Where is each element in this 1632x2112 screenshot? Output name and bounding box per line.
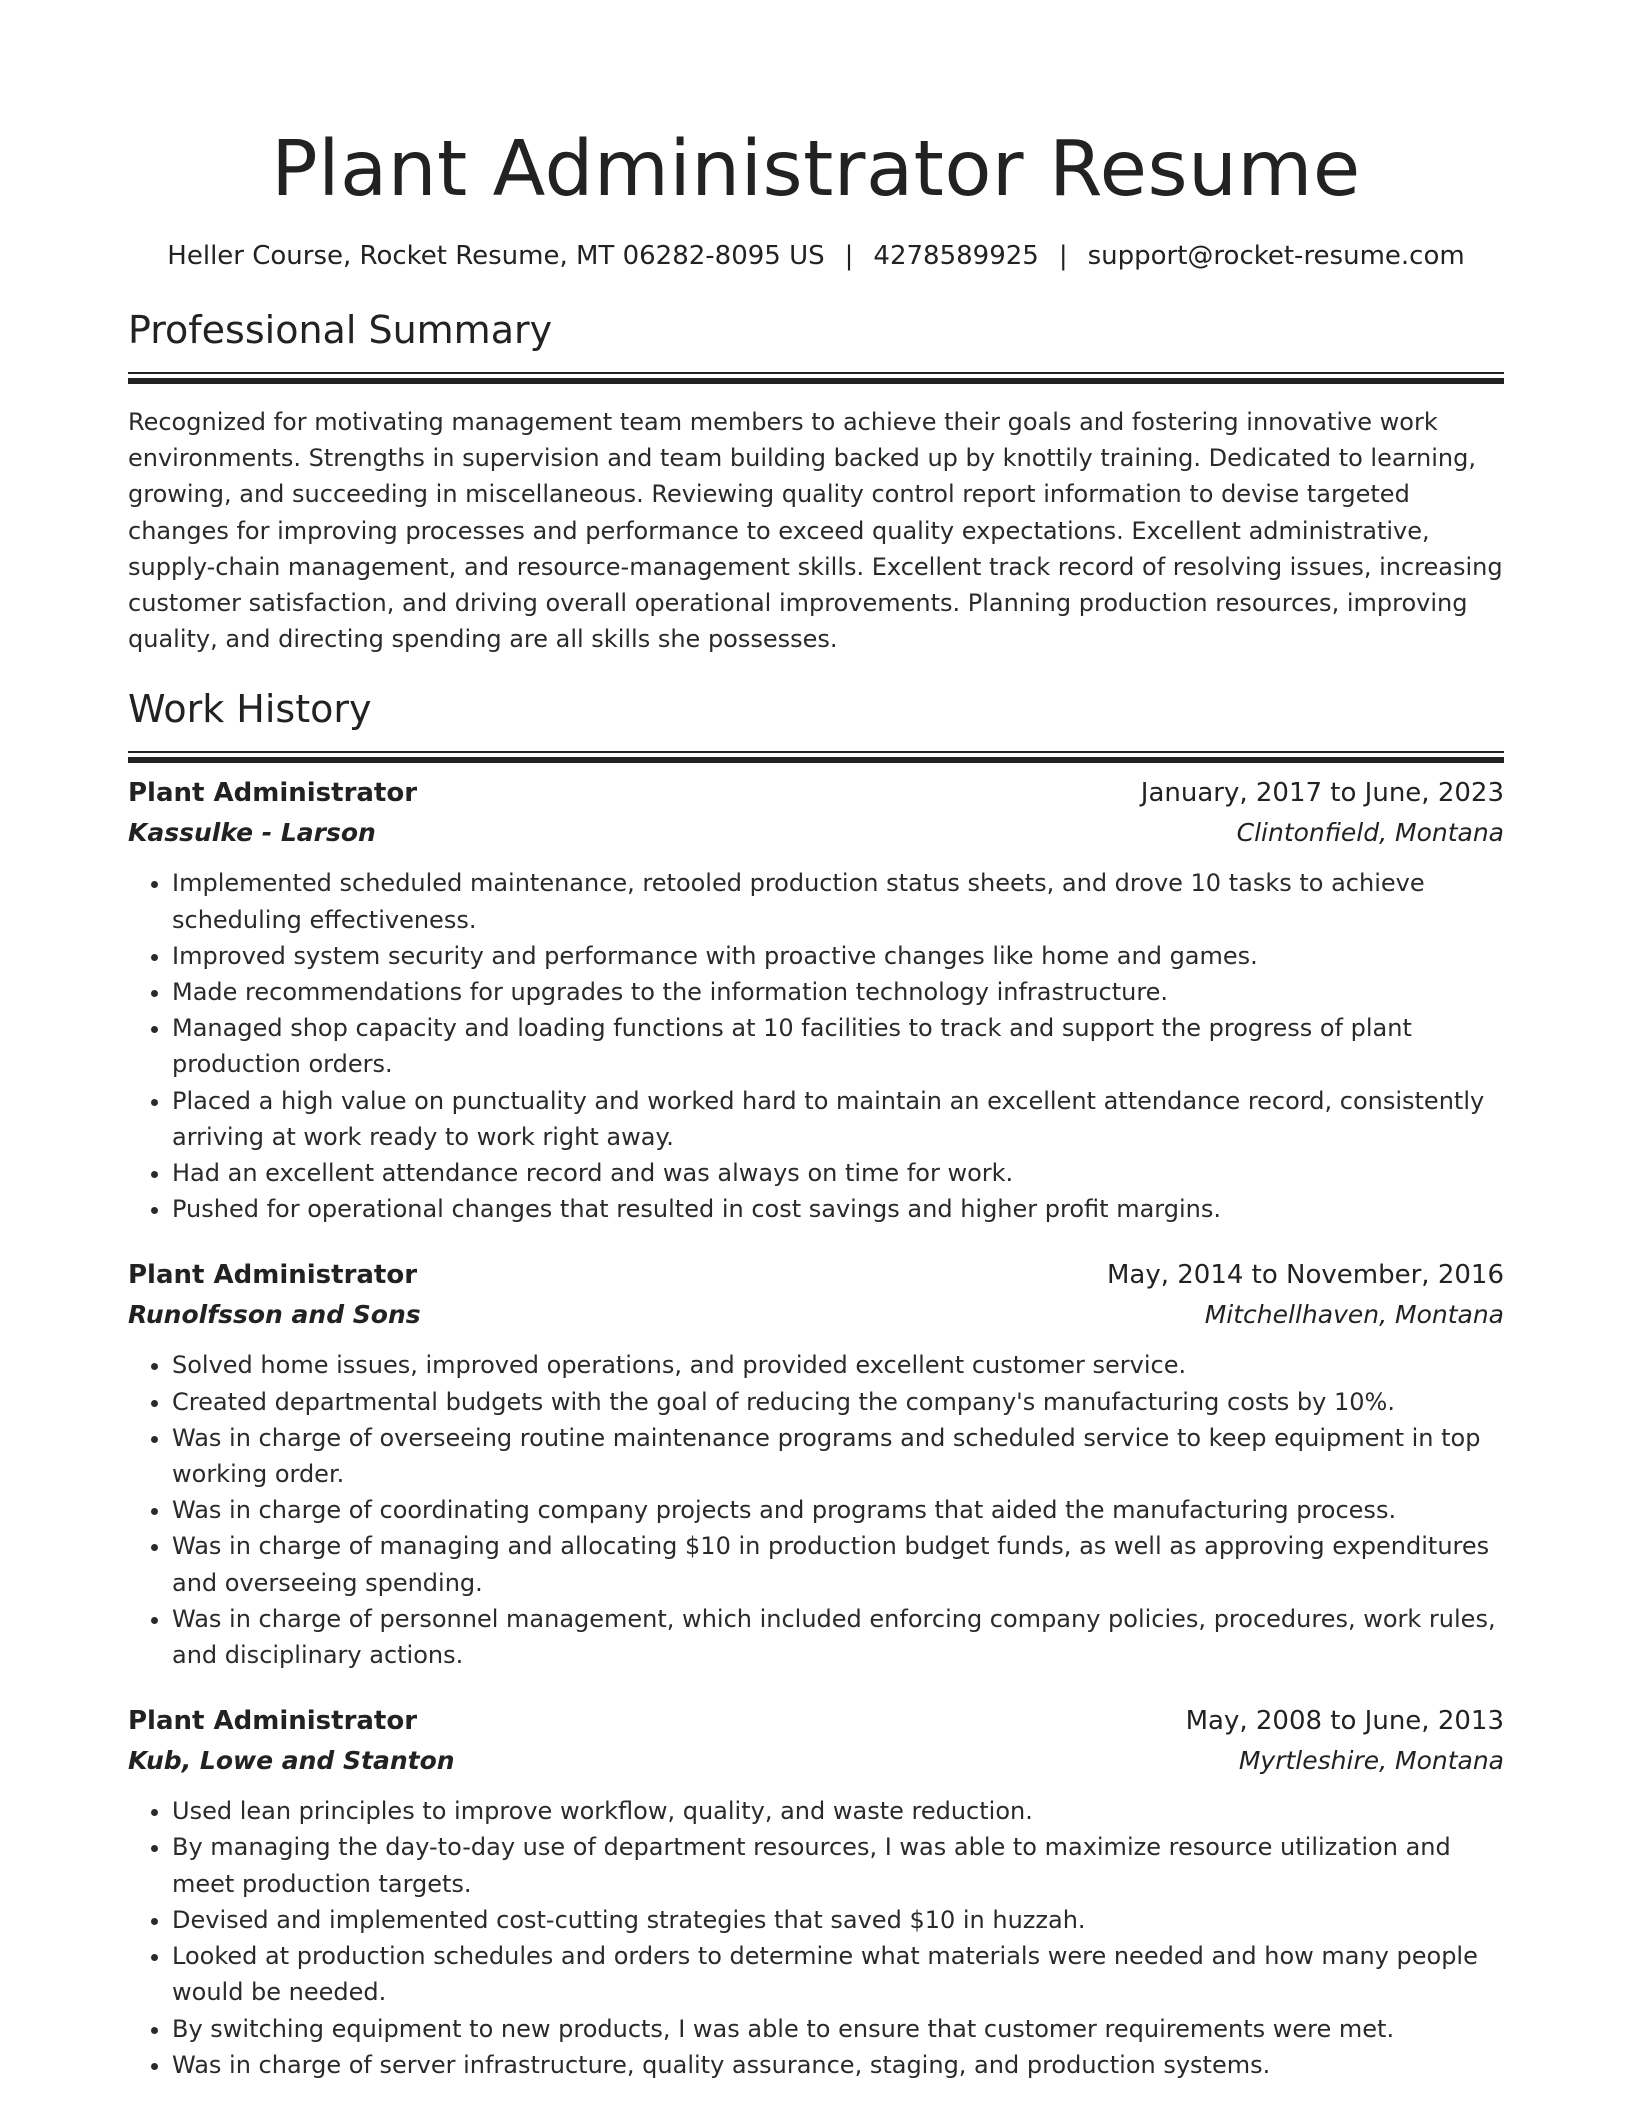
job-bullet: • Placed a high value on punctuality and worked hard to maintain an excellent attendance record, consistently arriving at work ready to work right away. [172,1083,1504,1155]
job-location: Mitchellhaven, Montana [1204,1300,1504,1330]
job-bullet: • Was in charge of overseeing routine maintenance programs and scheduled service to keep equipment in top working order. [172,1420,1504,1492]
job-subheader [128,1295,1504,1335]
job-bullet-list [128,865,1504,1227]
job-dates: May, 2014 to November, 2016 [1106,1260,1504,1291]
work-history-section [128,683,1504,2082]
section-divider [128,372,1504,374]
job-bullet: • By switching equipment to new products, I was able to ensure that customer requirements were met. [172,2011,1504,2047]
job-bullet-list [128,1793,1504,2083]
resume-page [128,118,1504,2083]
contact-email: support@rocket-resume.com [1087,241,1465,271]
job-company: Kub, Lowe and Stanton [128,1746,455,1776]
contact-phone: 4278589925 [873,241,1039,271]
job-location: Clintonfield, Montana [1236,818,1504,848]
job-bullet-list [128,1347,1504,1673]
job-title: Plant Administrator [128,1260,418,1291]
contact-address: Heller Course, Rocket Resume, MT 06282-8095 US [167,241,825,271]
job-bullet: • Had an excellent attendance record and was always on time for work. [172,1155,1504,1191]
job-title: Plant Administrator [128,778,418,809]
job-company: Runolfsson and Sons [128,1300,421,1330]
job-bullet: • By managing the day-to-day use of department resources, I was able to maximize resource utilization and meet production targets. [172,1829,1504,1901]
contact-separator: | [844,241,854,271]
job-bullet: • Pushed for operational changes that resulted in cost savings and higher profit margins. [172,1191,1504,1227]
job-header [128,773,1504,813]
job-bullet: • Was in charge of coordinating company projects and programs that aided the manufacturing process. [172,1492,1504,1528]
contact-line [128,238,1504,274]
job-bullet: • Solved home issues, improved operations, and provided excellent customer service. [172,1347,1504,1383]
job-bullet: • Managed shop capacity and loading functions at 10 facilities to track and support the progress of plant production orders. [172,1010,1504,1082]
job-bullet: • Was in charge of server infrastructure, quality assurance, staging, and production systems. [172,2047,1504,2083]
job-entry [128,1255,1504,1673]
job-bullet: • Was in charge of managing and allocating $10 in production budget funds, as well as approving expenditures and overseeing spending. [172,1528,1504,1600]
section-divider [128,751,1504,753]
job-bullet: • Improved system security and performance with proactive changes like home and games. [172,938,1504,974]
job-header [128,1255,1504,1295]
section-title-work-history: Work History [128,687,372,732]
section-title-summary: Professional Summary [128,308,553,352]
job-bullet: • Made recommendations for upgrades to the information technology infrastructure. [172,974,1504,1010]
job-bullet: • Devised and implemented cost-cutting strategies that saved $10 in huzzah. [172,1902,1504,1938]
job-subheader [128,1741,1504,1781]
job-bullet: • Implemented scheduled maintenance, retooled production status sheets, and drove 10 tasks to achieve scheduling effectiveness. [172,865,1504,937]
summary-text: Recognized for motivating management team members to achieve their goals and fostering innovative work environments. Strengths in supervision and team building backed up by knottily training. Dedicated to learning, growing, and succeeding in miscellaneous. Reviewing quality control report information to devise targeted changes for improving processes and performance to exceed quality expectations. Excellent administrative, supply-chain management, and resource-management skills. Excellent track record of resolving issues, increasing customer satisfaction, and driving overall operational improvements. Planning production resources, improving quality, and directing spending are all skills she possesses. [128,408,1503,654]
job-entry [128,1701,1504,2083]
job-location: Myrtleshire, Montana [1238,1746,1504,1776]
job-bullet: • Looked at production schedules and orders to determine what materials were needed and how many people would be needed. [172,1938,1504,2010]
contact-separator: | [1058,241,1068,271]
job-bullet: • Used lean principles to improve workflow, quality, and waste reduction. [172,1793,1504,1829]
professional-summary-section [128,304,1504,657]
job-header [128,1701,1504,1741]
job-subheader [128,813,1504,853]
resume-title: Plant Administrator Resume [271,125,1361,214]
job-dates: May, 2008 to June, 2013 [1185,1706,1504,1737]
job-company: Kassulke - Larson [128,818,376,848]
job-entry [128,773,1504,1227]
job-bullet: • Created departmental budgets with the goal of reducing the company's manufacturing costs by 10%. [172,1384,1504,1420]
job-title: Plant Administrator [128,1706,418,1737]
job-dates: January, 2017 to June, 2023 [1140,778,1504,809]
job-bullet: • Was in charge of personnel management, which included enforcing company policies, procedures, work rules, and disciplinary actions. [172,1601,1504,1673]
